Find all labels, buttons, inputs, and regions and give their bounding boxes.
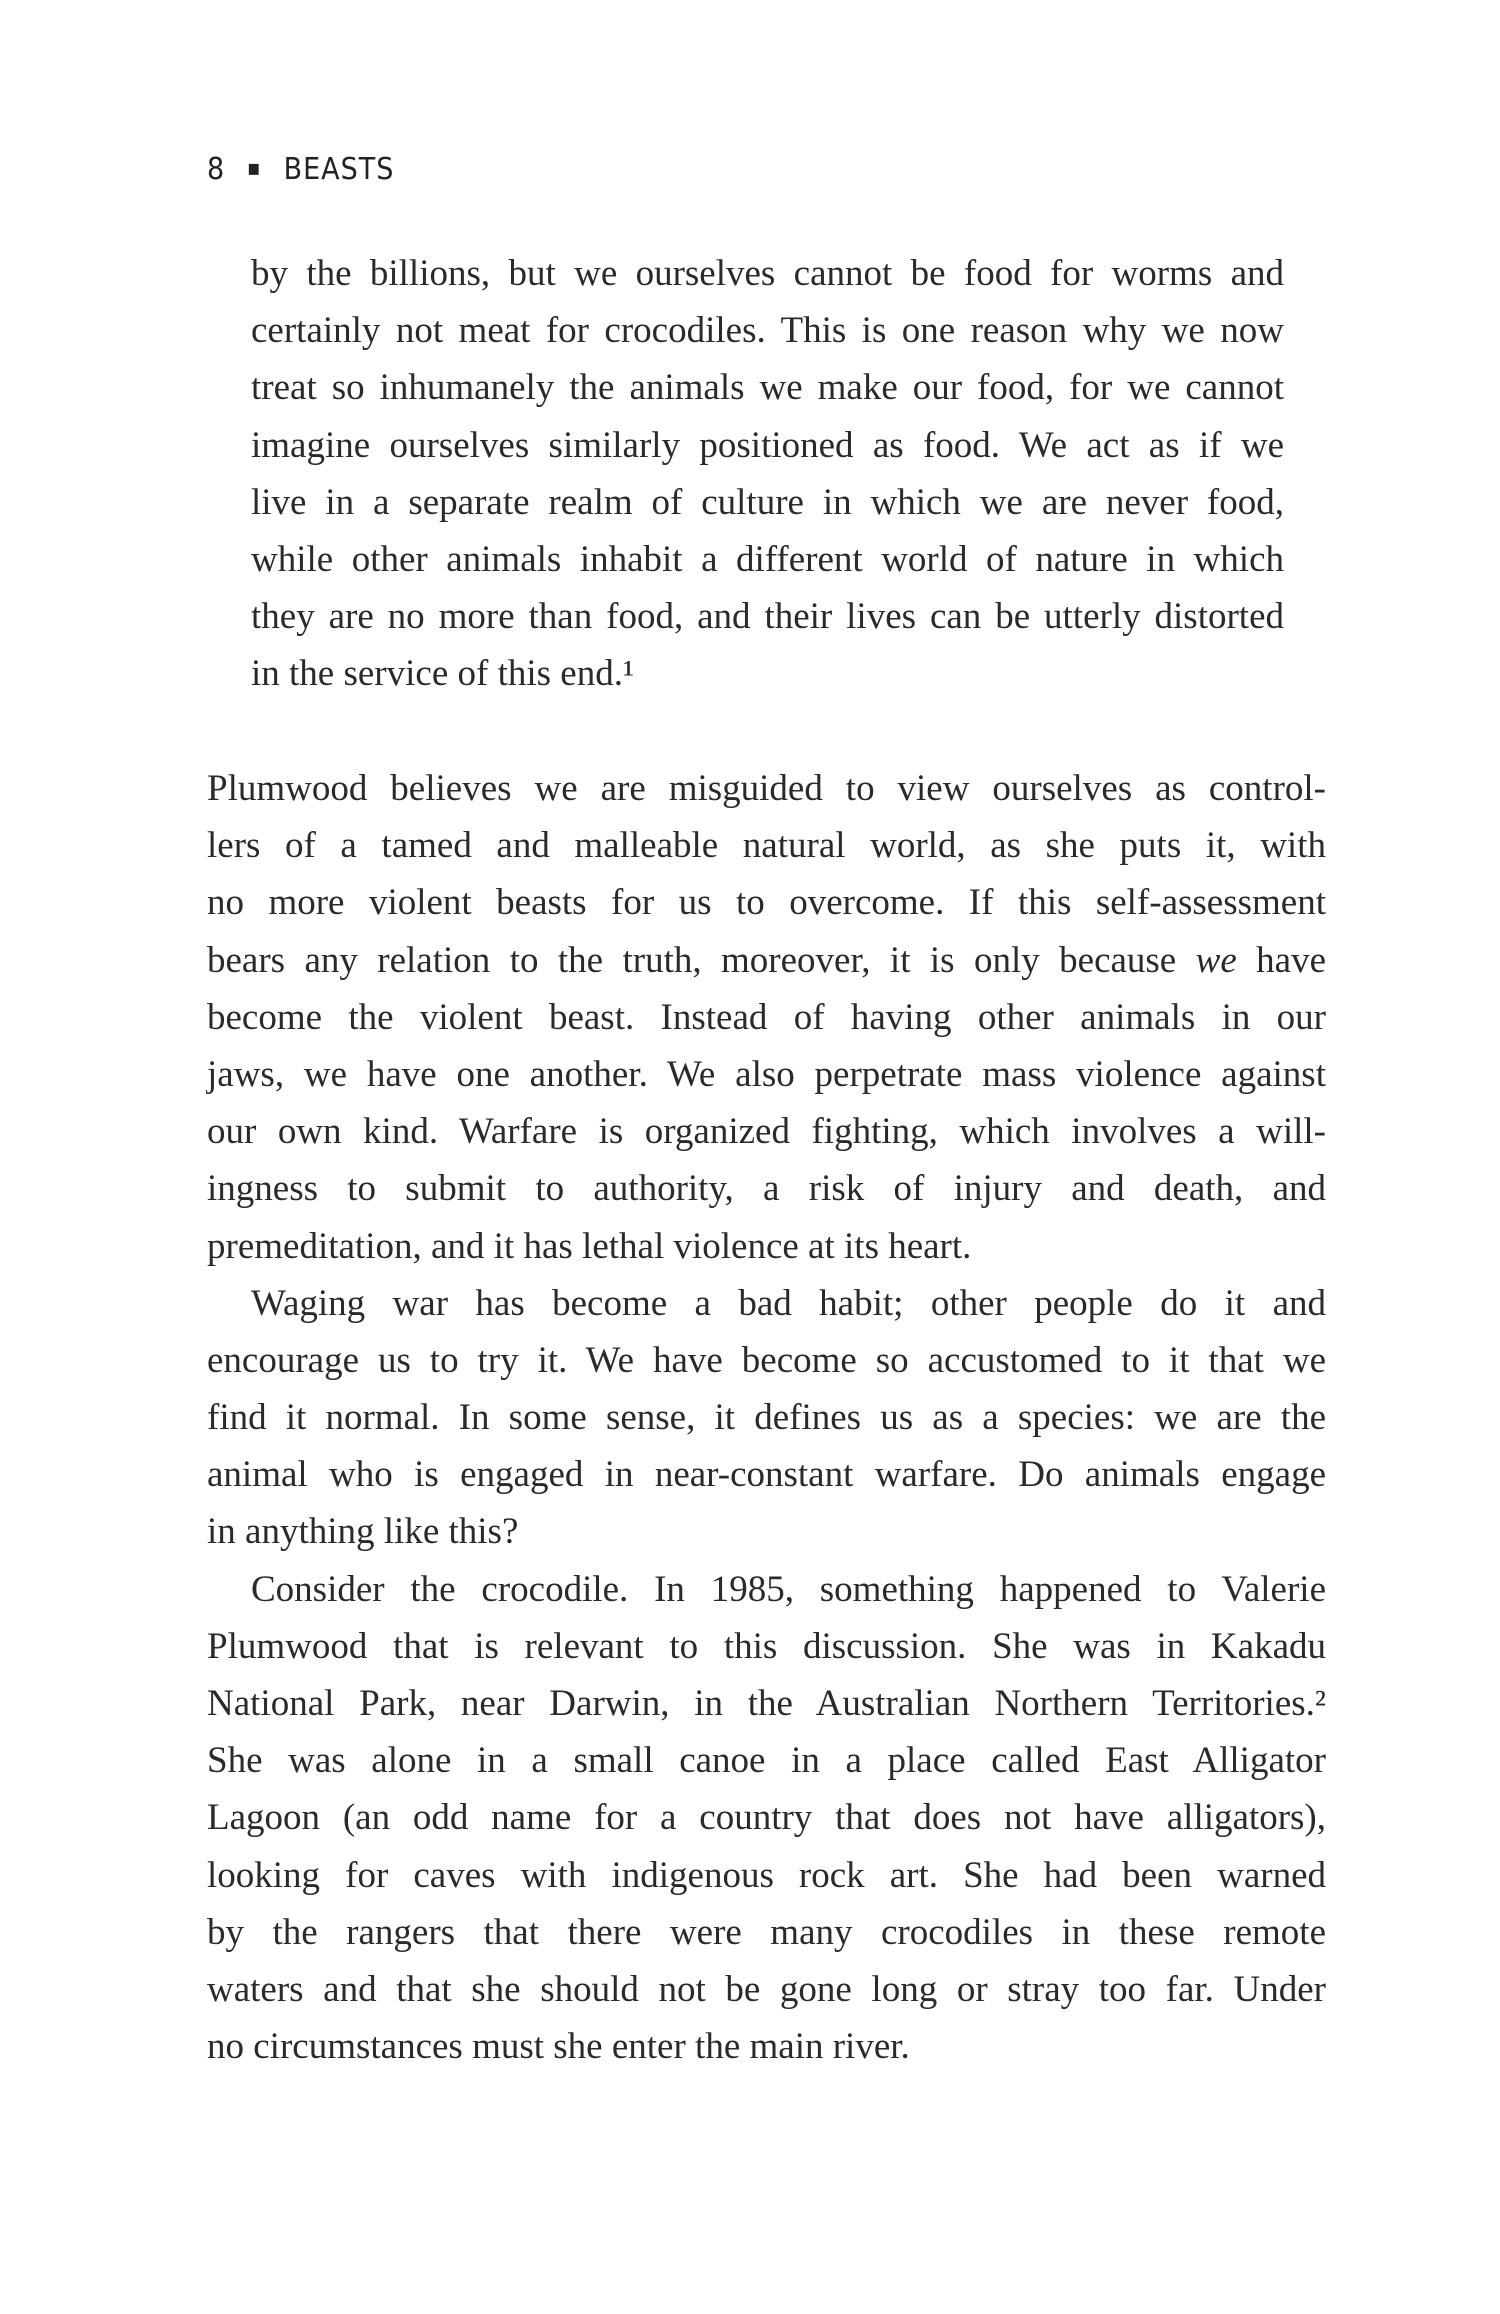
text-line: our own kind. Warfare is organized fighting, which involves a will- (207, 1111, 1326, 1153)
text-line: while other animals inhabit a different world of nature in which (251, 538, 1284, 580)
text-line: no more violent beasts for us to overcome. If this self-assessment (207, 882, 1326, 924)
text-line: find it normal. In some sense, it defines us as a species: we are the (207, 1397, 1326, 1439)
text-line: waters and that she should not be gone long or stray too far. Under (207, 1968, 1326, 2010)
block-quote (251, 245, 1284, 703)
text-line: imagine ourselves similarly positioned as food. We act as if we (251, 424, 1284, 466)
text-line: Plumwood that is relevant to this discussion. She was in Kakadu (207, 1625, 1326, 1667)
text-line: Plumwood believes we are misguided to view ourselves as control- (207, 768, 1326, 809)
text-line: they are no more than food, and their lives can be utterly distorted (251, 596, 1284, 638)
text-line: by the billions, but we ourselves cannot be food for worms and (251, 253, 1284, 294)
text-line: National Park, near Darwin, in the Australian Northern Territories.² (207, 1683, 1326, 1724)
separator-bullet: ▪ (247, 156, 262, 181)
text-line: certainly not meat for crocodiles. This is one reason why we now (251, 310, 1284, 352)
text-line: in the service of this end.¹ (251, 653, 635, 695)
text-line: She was alone in a small canoe in a place called East Alligator (207, 1740, 1326, 1782)
running-title: BEASTS (283, 152, 395, 187)
text-line: premeditation, and it has lethal violence at its heart. (207, 1225, 972, 1267)
text-line: no circumstances must she enter the main river. (207, 2026, 910, 2068)
text-span: bears any relation to the truth, moreover, it is only because (207, 939, 1196, 981)
running-head (207, 152, 394, 187)
text-line: live in a separate realm of culture in which we are never food, (251, 481, 1284, 523)
text-line: ingness to submit to authority, a risk of injury and death, and (207, 1168, 1326, 1210)
italic-text: we (1195, 939, 1237, 981)
text-line: treat so inhumanely the animals we make our food, for we cannot (251, 367, 1284, 409)
text-line: Consider the crocodile. In 1985, something happened to Valerie (251, 1568, 1326, 1610)
text-line: animal who is engaged in near-constant warfare. Do animals engage (207, 1454, 1326, 1496)
text-line: lers of a tamed and malleable natural world, as she puts it, with (207, 825, 1326, 867)
text-line: become the violent beast. Instead of having other animals in our (207, 996, 1326, 1038)
text-line: encourage us to try it. We have become so accustomed to it that we (207, 1339, 1326, 1381)
text-line: jaws, we have one another. We also perpetrate mass violence against (207, 1053, 1326, 1095)
text-line: by the rangers that there were many crocodiles in these remote (207, 1911, 1326, 1953)
text-line (207, 932, 1326, 989)
page-number: 8 (207, 152, 226, 187)
body-text (207, 760, 1326, 2075)
text-span: have (1236, 939, 1326, 981)
text-line: in anything like this? (207, 1511, 519, 1553)
text-line: Waging war has become a bad habit; other people do it and (251, 1282, 1326, 1324)
text-line: Lagoon (an odd name for a country that does not have alligators), (207, 1797, 1326, 1839)
text-line: looking for caves with indigenous rock art. She had been warned (207, 1854, 1326, 1896)
